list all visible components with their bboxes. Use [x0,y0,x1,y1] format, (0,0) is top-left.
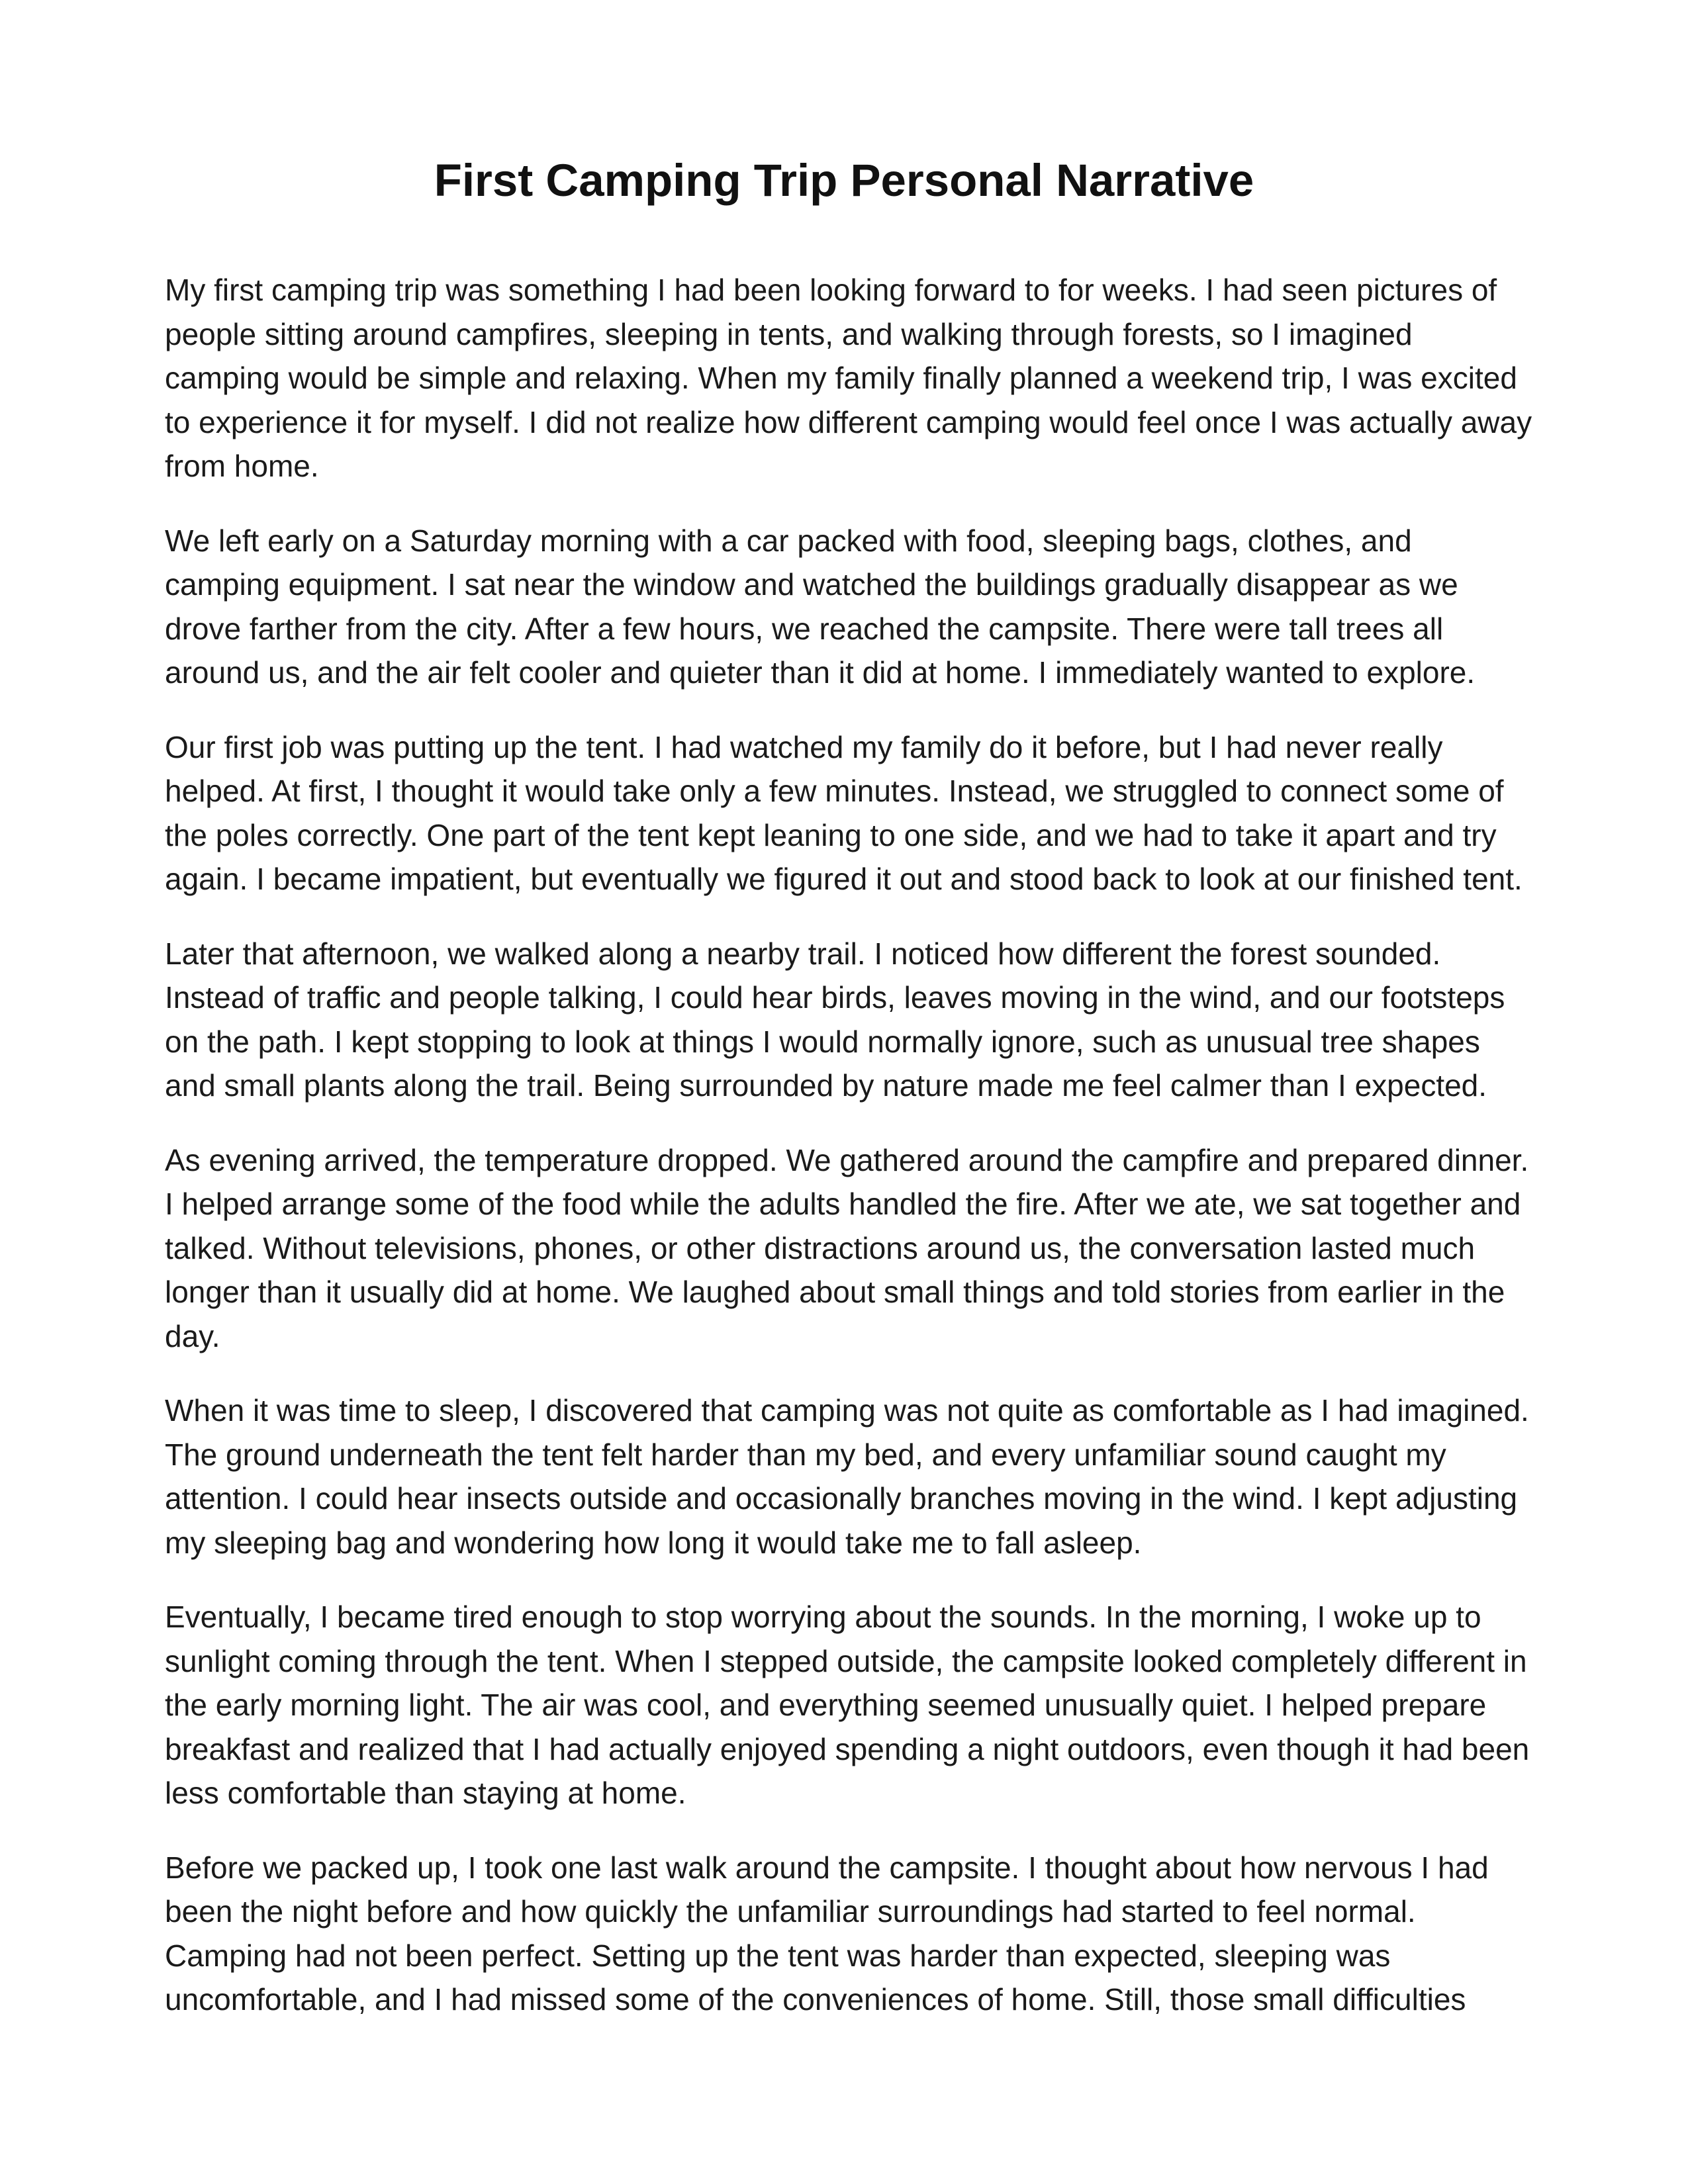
paragraph-line: helped. At first, I thought it would take only a few minutes. Instead, we struggled to connect some of [165,774,1504,808]
paragraph [165,1138,1528,1359]
paragraph-line: The ground underneath the tent felt harder than my bed, and every unfamiliar sound caught my [165,1437,1446,1472]
document-body [165,268,1532,2052]
paragraph-line: and small plants along the trail. Being surrounded by nature made me feel calmer than I expected. [165,1068,1487,1103]
paragraph-line: on the path. I kept stopping to look at things I would normally ignore, such as unusual tree shapes [165,1024,1480,1059]
paragraph-line: uncomfortable, and I had missed some of the conveniences of home. Still, those small difficulties [165,1982,1466,2017]
paragraph-line: Eventually, I became tired enough to stop worrying about the sounds. In the morning, I woke up to [165,1600,1481,1634]
paragraph [165,725,1528,901]
document-title: First Camping Trip Personal Narrative [434,155,1254,206]
paragraph-line: the poles correctly. One part of the tent kept leaning to one side, and we had to take it apart and try [165,817,1497,852]
paragraph-line: My first camping trip was something I had been looking forward to for weeks. I had seen pictures of [165,273,1497,307]
paragraph [165,1846,1528,2022]
paragraph-line: camping would be simple and relaxing. When my family finally planned a weekend trip, I was excited [165,361,1517,395]
paragraph-line: Later that afternoon, we walked along a nearby trail. I noticed how different the forest sounded. [165,936,1441,971]
paragraph-line: Camping had not been perfect. Setting up the tent was harder than expected, sleeping was [165,1938,1391,1973]
paragraph-line: When it was time to sleep, I discovered that camping was not quite as comfortable as I had imagined. [165,1393,1529,1428]
paragraph-line: people sitting around campfires, sleeping in tents, and walking through forests, so I imagined [165,316,1413,351]
paragraph-line: breakfast and realized that I had actually enjoyed spending a night outdoors, even though it had been [165,1731,1530,1766]
paragraph-line: Our first job was putting up the tent. I had watched my family do it before, but I had never really [165,729,1443,764]
paragraph-line: longer than it usually did at home. We laughed about small things and told stories from earlier in the [165,1275,1505,1309]
paragraph-line: We left early on a Saturday morning with a car packed with food, sleeping bags, clothes, and [165,523,1412,558]
paragraph-line: Instead of traffic and people talking, I could hear birds, leaves moving in the wind, and our footsteps [165,980,1505,1015]
paragraph-line: drove farther from the city. After a few hours, we reached the campsite. There were tall trees all [165,611,1444,646]
paragraph [165,1595,1528,1815]
paragraph [165,932,1528,1108]
paragraph [165,268,1532,488]
paragraph-line: Before we packed up, I took one last walk around the campsite. I thought about how nervous I had [165,1850,1489,1885]
paragraph-line: the early morning light. The air was cool, and everything seemed unusually quiet. I helped prepare [165,1688,1487,1722]
paragraph-line: around us, and the air felt cooler and quieter than it did at home. I immediately wanted to explore. [165,655,1476,690]
paragraph [165,519,1528,695]
paragraph-line: sunlight coming through the tent. When I stepped outside, the campsite looked completely different in [165,1643,1527,1678]
paragraph-line: day. [165,1318,220,1353]
paragraph-line: to experience it for myself. I did not realize how different camping would feel once I was actually away [165,404,1532,439]
paragraph-line: less comfortable than staying at home. [165,1776,686,1810]
paragraph [165,1388,1528,1565]
paragraph-line: As evening arrived, the temperature dropped. We gathered around the campfire and prepared dinner. [165,1142,1529,1177]
paragraph-line: I helped arrange some of the food while the adults handled the fire. After we ate, we sat together and [165,1187,1521,1221]
paragraph-line: attention. I could hear insects outside and occasionally branches moving in the wind. I kept adjusting [165,1481,1518,1516]
paragraph-line: talked. Without televisions, phones, or other distractions around us, the conversation lasted much [165,1230,1476,1265]
paragraph-line: camping equipment. I sat near the window and watched the buildings gradually disappear as we [165,567,1458,602]
paragraph-line: my sleeping bag and wondering how long it would take me to fall asleep. [165,1525,1142,1560]
paragraph-line: from home. [165,449,319,483]
paragraph-line: again. I became impatient, but eventually we figured it out and stood back to look at our finished tent. [165,862,1523,896]
paragraph-line: been the night before and how quickly the unfamiliar surroundings had started to feel normal. [165,1894,1416,1929]
